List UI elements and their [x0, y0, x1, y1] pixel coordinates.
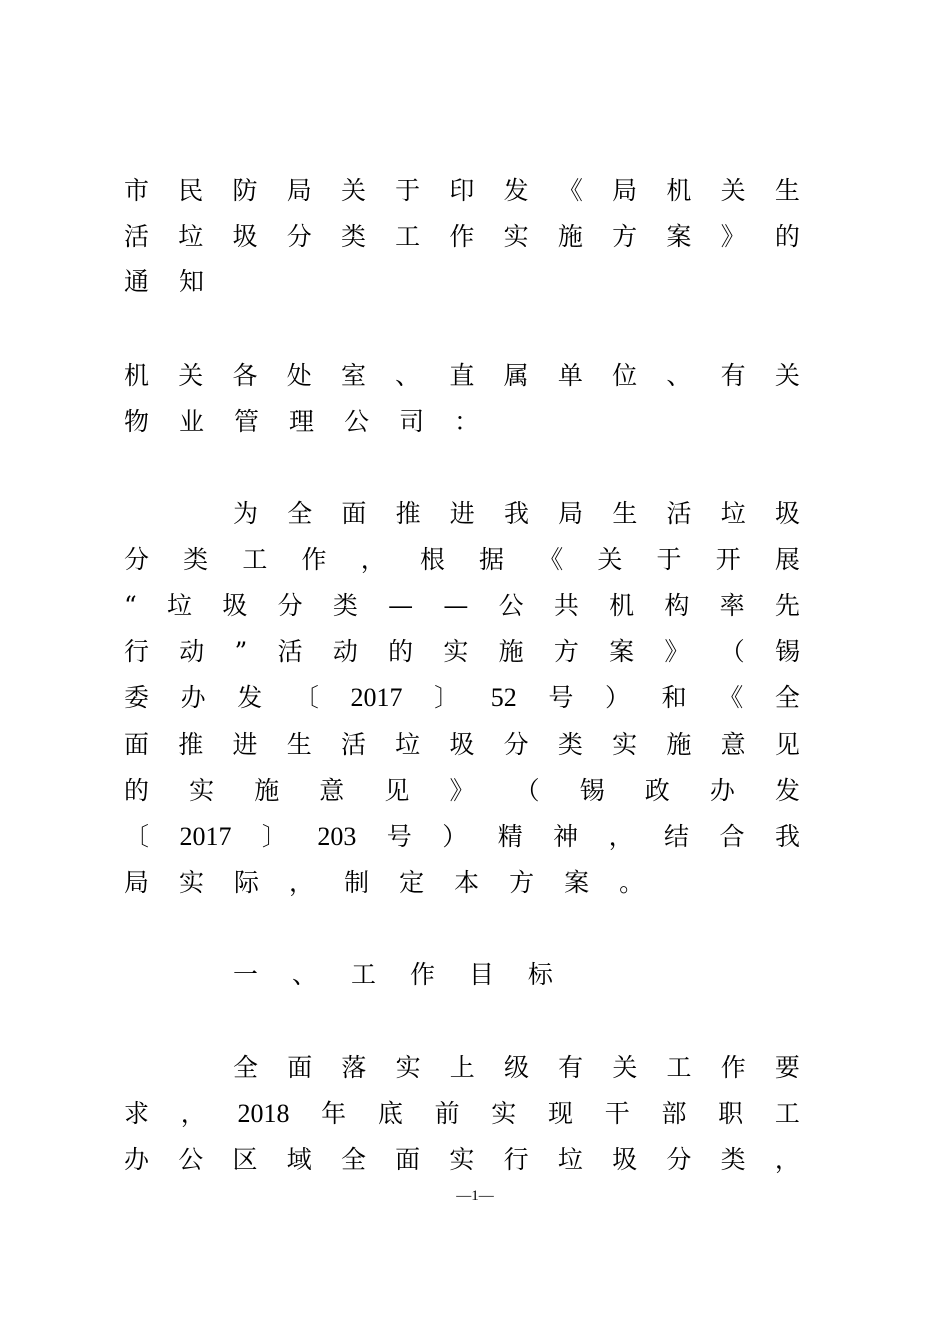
- text-glyph: 处: [286, 361, 312, 390]
- text-glyph: 公: [498, 591, 524, 620]
- text-glyph: 我: [503, 499, 529, 528]
- text-glyph: 《: [557, 176, 583, 205]
- text-glyph: 进: [449, 499, 475, 528]
- text-glyph: 有: [558, 1053, 584, 1082]
- text-glyph: 机: [124, 361, 150, 390]
- text-glyph: 共: [553, 591, 579, 620]
- text-glyph: 为: [233, 499, 259, 528]
- text-glyph: 的: [774, 222, 800, 251]
- body1-line-8: [124, 820, 800, 854]
- body1-line-9: [124, 866, 800, 900]
- text-glyph: 全: [774, 683, 800, 712]
- text-glyph: 关: [612, 1053, 638, 1082]
- text-glyph: ，: [180, 1099, 206, 1128]
- text-glyph: 神: [553, 822, 579, 851]
- text-glyph: 际: [234, 868, 260, 897]
- title-line-2: [124, 220, 800, 254]
- text-glyph: 级: [503, 1053, 529, 1082]
- text-glyph: 、: [291, 960, 317, 989]
- text-glyph: 工: [395, 222, 421, 251]
- text-glyph: 意: [319, 776, 345, 805]
- text-glyph: 通: [124, 267, 150, 296]
- text-glyph: 民: [178, 176, 204, 205]
- text-glyph: 直: [449, 361, 475, 390]
- text-glyph: 本: [454, 868, 480, 897]
- text-glyph: 52: [490, 683, 517, 712]
- text-glyph: 分: [503, 730, 529, 759]
- text-glyph: 动: [179, 637, 205, 666]
- text-glyph: 公: [344, 407, 370, 436]
- text-glyph: 精: [497, 822, 523, 851]
- text-glyph: 垃: [395, 730, 421, 759]
- text-glyph: 圾: [222, 591, 248, 620]
- text-glyph: 构: [664, 591, 690, 620]
- text-glyph: 〕: [261, 822, 287, 851]
- text-glyph: —: [443, 591, 469, 620]
- title-line-3: [124, 265, 800, 299]
- text-glyph: 公: [178, 1145, 204, 1174]
- text-glyph: 号: [548, 683, 574, 712]
- section-heading-1: [233, 958, 553, 992]
- text-glyph: 方: [553, 637, 579, 666]
- text-glyph: 生: [774, 176, 800, 205]
- text-glyph: 管: [234, 407, 260, 436]
- text-glyph: 2017: [179, 822, 232, 851]
- body1-line-7: [124, 774, 800, 808]
- text-glyph: 合: [719, 822, 745, 851]
- text-glyph: 活: [124, 222, 150, 251]
- text-glyph: —: [388, 591, 414, 620]
- text-glyph: 知: [179, 267, 205, 296]
- text-glyph: “: [124, 591, 137, 620]
- text-glyph: 垃: [178, 222, 204, 251]
- text-glyph: 、: [666, 361, 692, 390]
- text-glyph: 关: [720, 176, 746, 205]
- text-glyph: 现: [548, 1099, 574, 1128]
- text-glyph: 分: [286, 222, 312, 251]
- text-glyph: 实: [443, 637, 469, 666]
- text-glyph: 各: [232, 361, 258, 390]
- text-glyph: 局: [124, 868, 150, 897]
- text-glyph: 分: [124, 545, 150, 574]
- text-glyph: （: [514, 776, 540, 805]
- text-glyph: 分: [666, 1145, 692, 1174]
- text-glyph: 》: [449, 776, 475, 805]
- text-glyph: 施: [254, 776, 280, 805]
- text-glyph: 理: [289, 407, 315, 436]
- text-glyph: 类: [183, 545, 209, 574]
- text-glyph: 活: [666, 499, 692, 528]
- text-glyph: 年: [321, 1099, 347, 1128]
- text-glyph: 印: [449, 176, 475, 205]
- text-glyph: 案: [609, 637, 635, 666]
- text-glyph: 制: [344, 868, 370, 897]
- text-glyph: 局: [612, 176, 638, 205]
- text-glyph: 垃: [557, 1145, 583, 1174]
- text-glyph: 《: [718, 683, 744, 712]
- text-glyph: 结: [664, 822, 690, 851]
- text-glyph: 行: [124, 637, 150, 666]
- text-glyph: 分: [277, 591, 303, 620]
- text-glyph: 圾: [612, 1145, 638, 1174]
- text-glyph: 一: [233, 960, 259, 989]
- text-glyph: 动: [332, 637, 358, 666]
- text-glyph: 位: [612, 361, 638, 390]
- text-glyph: 要: [774, 1053, 800, 1082]
- page-number: —1—: [456, 1188, 494, 1204]
- text-glyph: 2018: [237, 1099, 290, 1128]
- text-glyph: 方: [509, 868, 535, 897]
- text-glyph: 作: [449, 222, 475, 251]
- text-glyph: 作: [720, 1053, 746, 1082]
- text-glyph: 实: [449, 1145, 475, 1174]
- text-glyph: 求: [124, 1099, 150, 1128]
- text-glyph: 锡: [579, 776, 605, 805]
- text-glyph: 机: [609, 591, 635, 620]
- text-glyph: 锡: [774, 637, 800, 666]
- body1-line-1: [233, 497, 800, 531]
- text-glyph: 于: [656, 545, 682, 574]
- text-glyph: 域: [286, 1145, 312, 1174]
- text-glyph: 进: [232, 730, 258, 759]
- text-glyph: 活: [340, 730, 366, 759]
- text-glyph: 关: [597, 545, 623, 574]
- text-glyph: 我: [774, 822, 800, 851]
- text-glyph: （: [719, 637, 745, 666]
- text-glyph: 实: [189, 776, 215, 805]
- text-glyph: 关: [178, 361, 204, 390]
- text-glyph: 关: [774, 361, 800, 390]
- text-glyph: 开: [715, 545, 741, 574]
- text-glyph: 行: [503, 1145, 529, 1174]
- text-glyph: 防: [232, 176, 258, 205]
- text-glyph: 司: [399, 407, 425, 436]
- text-glyph: 有: [720, 361, 746, 390]
- text-glyph: 实: [179, 868, 205, 897]
- text-glyph: 前: [434, 1099, 460, 1128]
- text-glyph: 类: [720, 1145, 746, 1174]
- text-glyph: 单: [557, 361, 583, 390]
- text-glyph: 据: [479, 545, 505, 574]
- text-glyph: 〔: [293, 683, 319, 712]
- text-glyph: 室: [340, 361, 366, 390]
- text-glyph: 落: [341, 1053, 367, 1082]
- text-glyph: 施: [557, 222, 583, 251]
- text-glyph: 工: [242, 545, 268, 574]
- text-glyph: 根: [419, 545, 445, 574]
- text-glyph: ）: [442, 822, 468, 851]
- text-glyph: 政: [644, 776, 670, 805]
- text-glyph: 作: [301, 545, 327, 574]
- text-glyph: 实: [395, 1053, 421, 1082]
- text-glyph: 于: [395, 176, 421, 205]
- body1-line-4: [124, 635, 800, 669]
- text-glyph: 率: [719, 591, 745, 620]
- text-glyph: 案: [666, 222, 692, 251]
- text-glyph: 展: [774, 545, 800, 574]
- text-glyph: 的: [124, 776, 150, 805]
- text-glyph: 作: [409, 960, 435, 989]
- text-glyph: ，: [289, 868, 315, 897]
- text-glyph: 发: [237, 683, 263, 712]
- text-glyph: 实: [503, 222, 529, 251]
- text-glyph: 全: [287, 499, 313, 528]
- text-glyph: 面: [287, 1053, 313, 1082]
- text-glyph: 203: [317, 822, 357, 851]
- text-glyph: 面: [395, 1145, 421, 1174]
- text-glyph: 、: [395, 361, 421, 390]
- text-glyph: ，: [608, 822, 634, 851]
- body1-line-5: [124, 681, 800, 715]
- text-glyph: 委: [124, 683, 150, 712]
- text-glyph: 机: [666, 176, 692, 205]
- text-glyph: 圾: [774, 499, 800, 528]
- text-glyph: 〕: [434, 683, 460, 712]
- text-glyph: 面: [124, 730, 150, 759]
- text-glyph: 先: [774, 591, 800, 620]
- text-glyph: 活: [277, 637, 303, 666]
- text-glyph: 工: [666, 1053, 692, 1082]
- text-glyph: 职: [718, 1099, 744, 1128]
- text-glyph: 2017: [350, 683, 403, 712]
- text-glyph: 工: [774, 1099, 800, 1128]
- body1-line-2: [124, 543, 800, 577]
- text-glyph: 案: [564, 868, 590, 897]
- text-glyph: 见: [384, 776, 410, 805]
- text-glyph: 施: [498, 637, 524, 666]
- text-glyph: 干: [604, 1099, 630, 1128]
- text-glyph: 施: [666, 730, 692, 759]
- text-glyph: ：: [454, 407, 480, 436]
- body2-line-1: [233, 1051, 800, 1085]
- text-glyph: 意: [720, 730, 746, 759]
- text-glyph: 面: [341, 499, 367, 528]
- text-glyph: 全: [340, 1145, 366, 1174]
- text-glyph: 类: [340, 222, 366, 251]
- text-glyph: 物: [124, 407, 150, 436]
- text-glyph: 》: [664, 637, 690, 666]
- text-glyph: 标: [527, 960, 553, 989]
- text-glyph: 和: [661, 683, 687, 712]
- text-glyph: 推: [178, 730, 204, 759]
- text-glyph: 》: [720, 222, 746, 251]
- recipient-line-1: [124, 359, 800, 393]
- text-glyph: 目: [468, 960, 494, 989]
- text-glyph: 实: [612, 730, 638, 759]
- text-glyph: 全: [233, 1053, 259, 1082]
- text-glyph: 办: [124, 1145, 150, 1174]
- text-glyph: 生: [286, 730, 312, 759]
- text-glyph: 号: [386, 822, 412, 851]
- text-glyph: 区: [232, 1145, 258, 1174]
- text-glyph: 业: [179, 407, 205, 436]
- text-glyph: 〔: [124, 822, 150, 851]
- text-glyph: 《: [538, 545, 564, 574]
- text-glyph: 市: [124, 176, 150, 205]
- text-glyph: 定: [399, 868, 425, 897]
- text-glyph: 属: [503, 361, 529, 390]
- text-glyph: 圾: [449, 730, 475, 759]
- text-glyph: 垃: [720, 499, 746, 528]
- text-glyph: 推: [395, 499, 421, 528]
- text-glyph: 实: [491, 1099, 517, 1128]
- body2-line-3: [124, 1143, 800, 1177]
- text-glyph: ，: [774, 1145, 800, 1174]
- text-glyph: 部: [661, 1099, 687, 1128]
- text-glyph: 圾: [232, 222, 258, 251]
- recipient-line-2: [124, 405, 800, 439]
- body1-line-3: [124, 589, 800, 623]
- body2-line-2: [124, 1097, 800, 1131]
- text-glyph: 局: [558, 499, 584, 528]
- text-glyph: ”: [234, 637, 248, 666]
- text-glyph: 上: [449, 1053, 475, 1082]
- text-glyph: 生: [612, 499, 638, 528]
- text-glyph: 关: [340, 176, 366, 205]
- text-glyph: 发: [774, 776, 800, 805]
- text-glyph: ）: [604, 683, 630, 712]
- text-glyph: 见: [774, 730, 800, 759]
- text-glyph: 底: [377, 1099, 403, 1128]
- text-glyph: 办: [180, 683, 206, 712]
- text-glyph: 的: [388, 637, 414, 666]
- text-glyph: 。: [619, 868, 645, 897]
- text-glyph: 垃: [167, 591, 193, 620]
- text-glyph: 办: [709, 776, 735, 805]
- text-glyph: 方: [612, 222, 638, 251]
- text-glyph: 类: [332, 591, 358, 620]
- body1-line-6: [124, 728, 800, 762]
- text-glyph: 工: [350, 960, 376, 989]
- title-line-1: [124, 174, 800, 208]
- text-glyph: 局: [286, 176, 312, 205]
- text-glyph: ，: [360, 545, 386, 574]
- text-glyph: 类: [557, 730, 583, 759]
- text-glyph: 发: [503, 176, 529, 205]
